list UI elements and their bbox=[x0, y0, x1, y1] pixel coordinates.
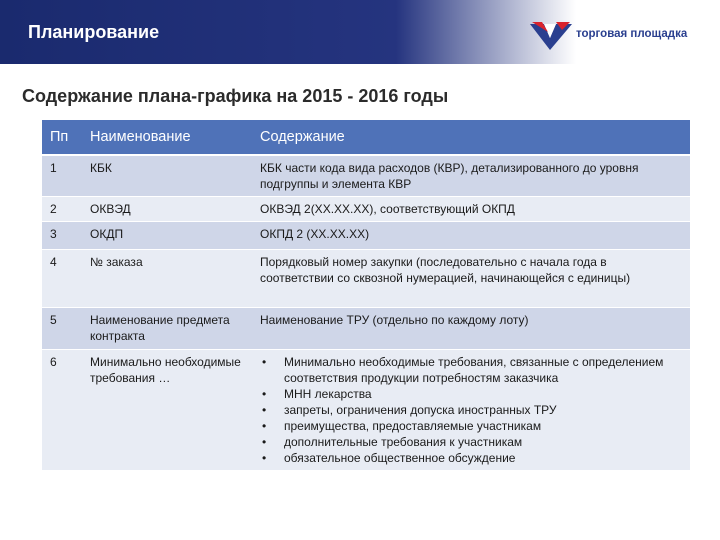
row-content bbox=[252, 350, 690, 471]
row-name: ОКДП bbox=[82, 222, 252, 250]
list-item: • дополнительные требования к участникам bbox=[260, 434, 682, 450]
row-name: Минимально необходимые требования … bbox=[82, 350, 252, 471]
row-name: КБК bbox=[82, 155, 252, 197]
logo-mark-icon bbox=[528, 20, 574, 52]
header bbox=[0, 0, 720, 64]
column-header-content: Содержание bbox=[252, 120, 690, 155]
row-name: № заказа bbox=[82, 250, 252, 308]
column-header-name: Наименование bbox=[82, 120, 252, 155]
row-num: 2 bbox=[42, 197, 82, 222]
row-content: Наименование ТРУ (отдельно по каждому лоту) bbox=[252, 308, 690, 350]
column-header-num: Пп bbox=[42, 120, 82, 155]
row-name: Наименование предмета контракта bbox=[82, 308, 252, 350]
list-item: • Минимально необходимые требования, связанные с определением соответствия продукции потребностям заказчика bbox=[260, 354, 682, 386]
row-content: Порядковый номер закупки (последовательно с начала года в соответствии со сквозной нумерацией, начинающейся с единицы) bbox=[252, 250, 690, 308]
row-num: 5 bbox=[42, 308, 82, 350]
table-row bbox=[42, 222, 690, 250]
slide-title: Содержание плана-графика на 2015 - 2016 годы bbox=[22, 86, 449, 106]
row-name: ОКВЭД bbox=[82, 197, 252, 222]
list-item: • обязательное общественное обсуждение bbox=[260, 450, 682, 466]
table-row bbox=[42, 155, 690, 197]
list-item: • МНН лекарства bbox=[260, 386, 682, 402]
row-num: 4 bbox=[42, 250, 82, 308]
row-num: 1 bbox=[42, 155, 82, 197]
table-row bbox=[42, 250, 690, 308]
list-item: • запреты, ограничения допуска иностранных ТРУ bbox=[260, 402, 682, 418]
plan-table bbox=[42, 120, 690, 471]
table-header-row bbox=[42, 120, 690, 155]
requirements-list bbox=[260, 354, 682, 466]
logo-text: торговая площадка bbox=[576, 28, 688, 40]
table-row bbox=[42, 350, 690, 471]
header-title: Планирование bbox=[28, 22, 160, 42]
list-item: • преимущества, предоставляемые участникам bbox=[260, 418, 682, 434]
row-content: ОКВЭД 2(XX.XX.XX), соответствующий ОКПД bbox=[252, 197, 690, 222]
row-content: ОКПД 2 (XX.XX.XX) bbox=[252, 222, 690, 250]
table-row bbox=[42, 197, 690, 222]
table-row bbox=[42, 308, 690, 350]
row-content: КБК части кода вида расходов (КВР), детализированного до уровня подгруппы и элемента КВР bbox=[252, 155, 690, 197]
row-num: 6 bbox=[42, 350, 82, 471]
row-num: 3 bbox=[42, 222, 82, 250]
logo bbox=[528, 20, 708, 52]
